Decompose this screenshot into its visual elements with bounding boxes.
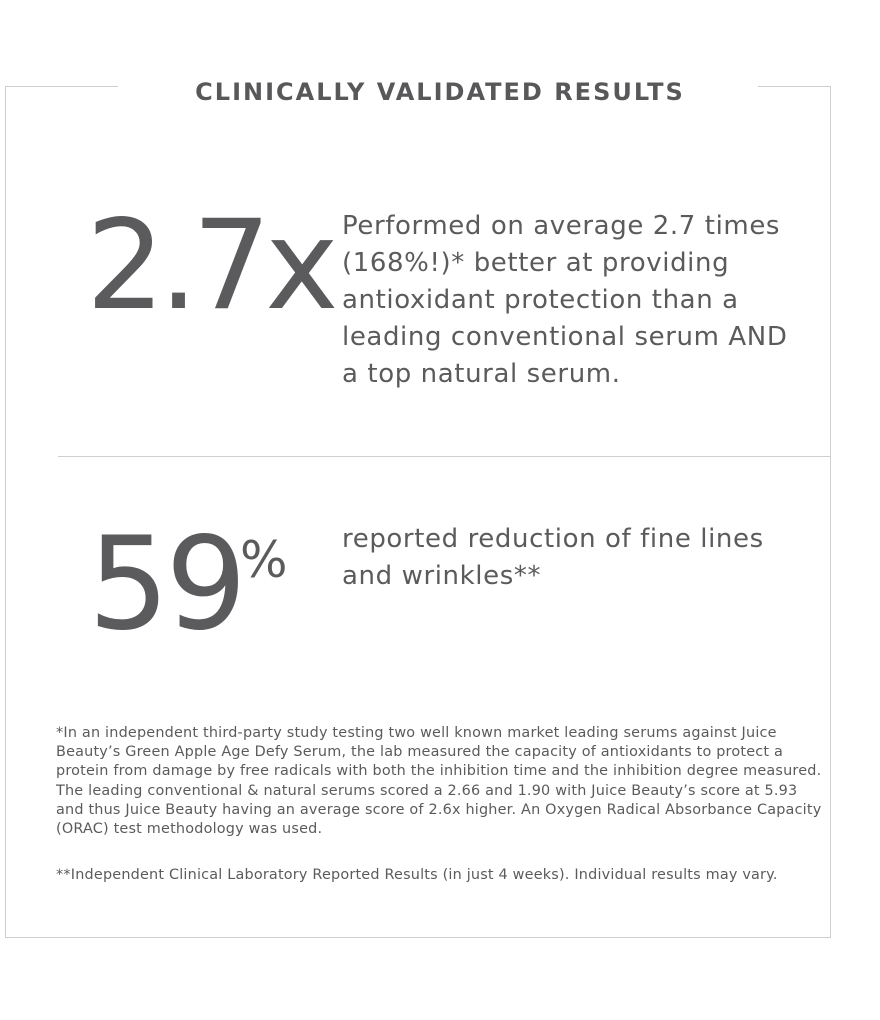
stat-suffix: % <box>240 531 288 589</box>
stat-value: 59 <box>88 510 243 659</box>
stat-description: Performed on average 2.7 times (168%!)* better at providing antioxidant protection than a leading conventional serum AND a top natural serum. <box>342 211 788 389</box>
page-title: CLINICALLY VALIDATED RESULTS <box>195 78 685 106</box>
section-divider <box>58 456 831 457</box>
stat-value: 2.7x <box>86 194 333 338</box>
footnote-study: *In an independent third-party study testing two well known market leading serums against Juice Beauty’s Green Apple Age Defy Serum, the lab measured the capacity of antioxidants to protect a protein from damage by free radicals with both the inhibition time and the inhibition degree measured. The leading conventional & natural serums scored a 2.66 and 1.90 with Juice Beauty’s score at 5.93 and thus Juice Beauty having an average score of 2.6x higher. An Oxygen Radical Absorbance Capacity (ORAC) test methodology was used. <box>56 725 822 838</box>
footnote-clinical: **Independent Clinical Laboratory Reported Results (in just 4 weeks). Individual results may vary. <box>56 867 778 883</box>
stat-description: reported reduction of fine lines and wrinkles** <box>342 524 764 591</box>
